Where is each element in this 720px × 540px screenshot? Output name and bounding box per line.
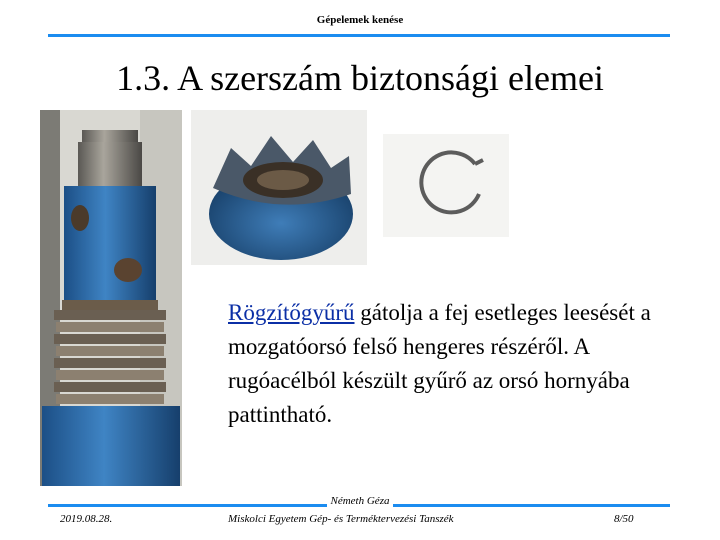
author-name: Németh Géza [327,495,394,507]
running-header: Gépelemek kenése [316,14,404,26]
keyword-link[interactable]: Rögzítőgyűrű [228,300,355,325]
slide-title: 1.3. A szerszám biztonsági elemei [116,58,604,98]
description-text: gátolja a fej esetleges leesését a mozgatóorsó felső hengeres részéről. A rugóacélból készült gyűrő az orsó hornyába pattintható. [228,300,651,427]
retaining-ring-photo [383,134,509,237]
footer-institution: Miskolci Egyetem Gép- és Terméktervezési Tanszék [228,513,454,525]
footer-date: 2019.08.28. [60,513,113,525]
footer-author [0,495,720,507]
page-number: 8/50 [614,513,634,525]
description-paragraph [228,296,688,432]
header-divider [48,34,670,37]
jack-spindle-photo [40,110,182,486]
jack-head-photo [191,110,367,265]
